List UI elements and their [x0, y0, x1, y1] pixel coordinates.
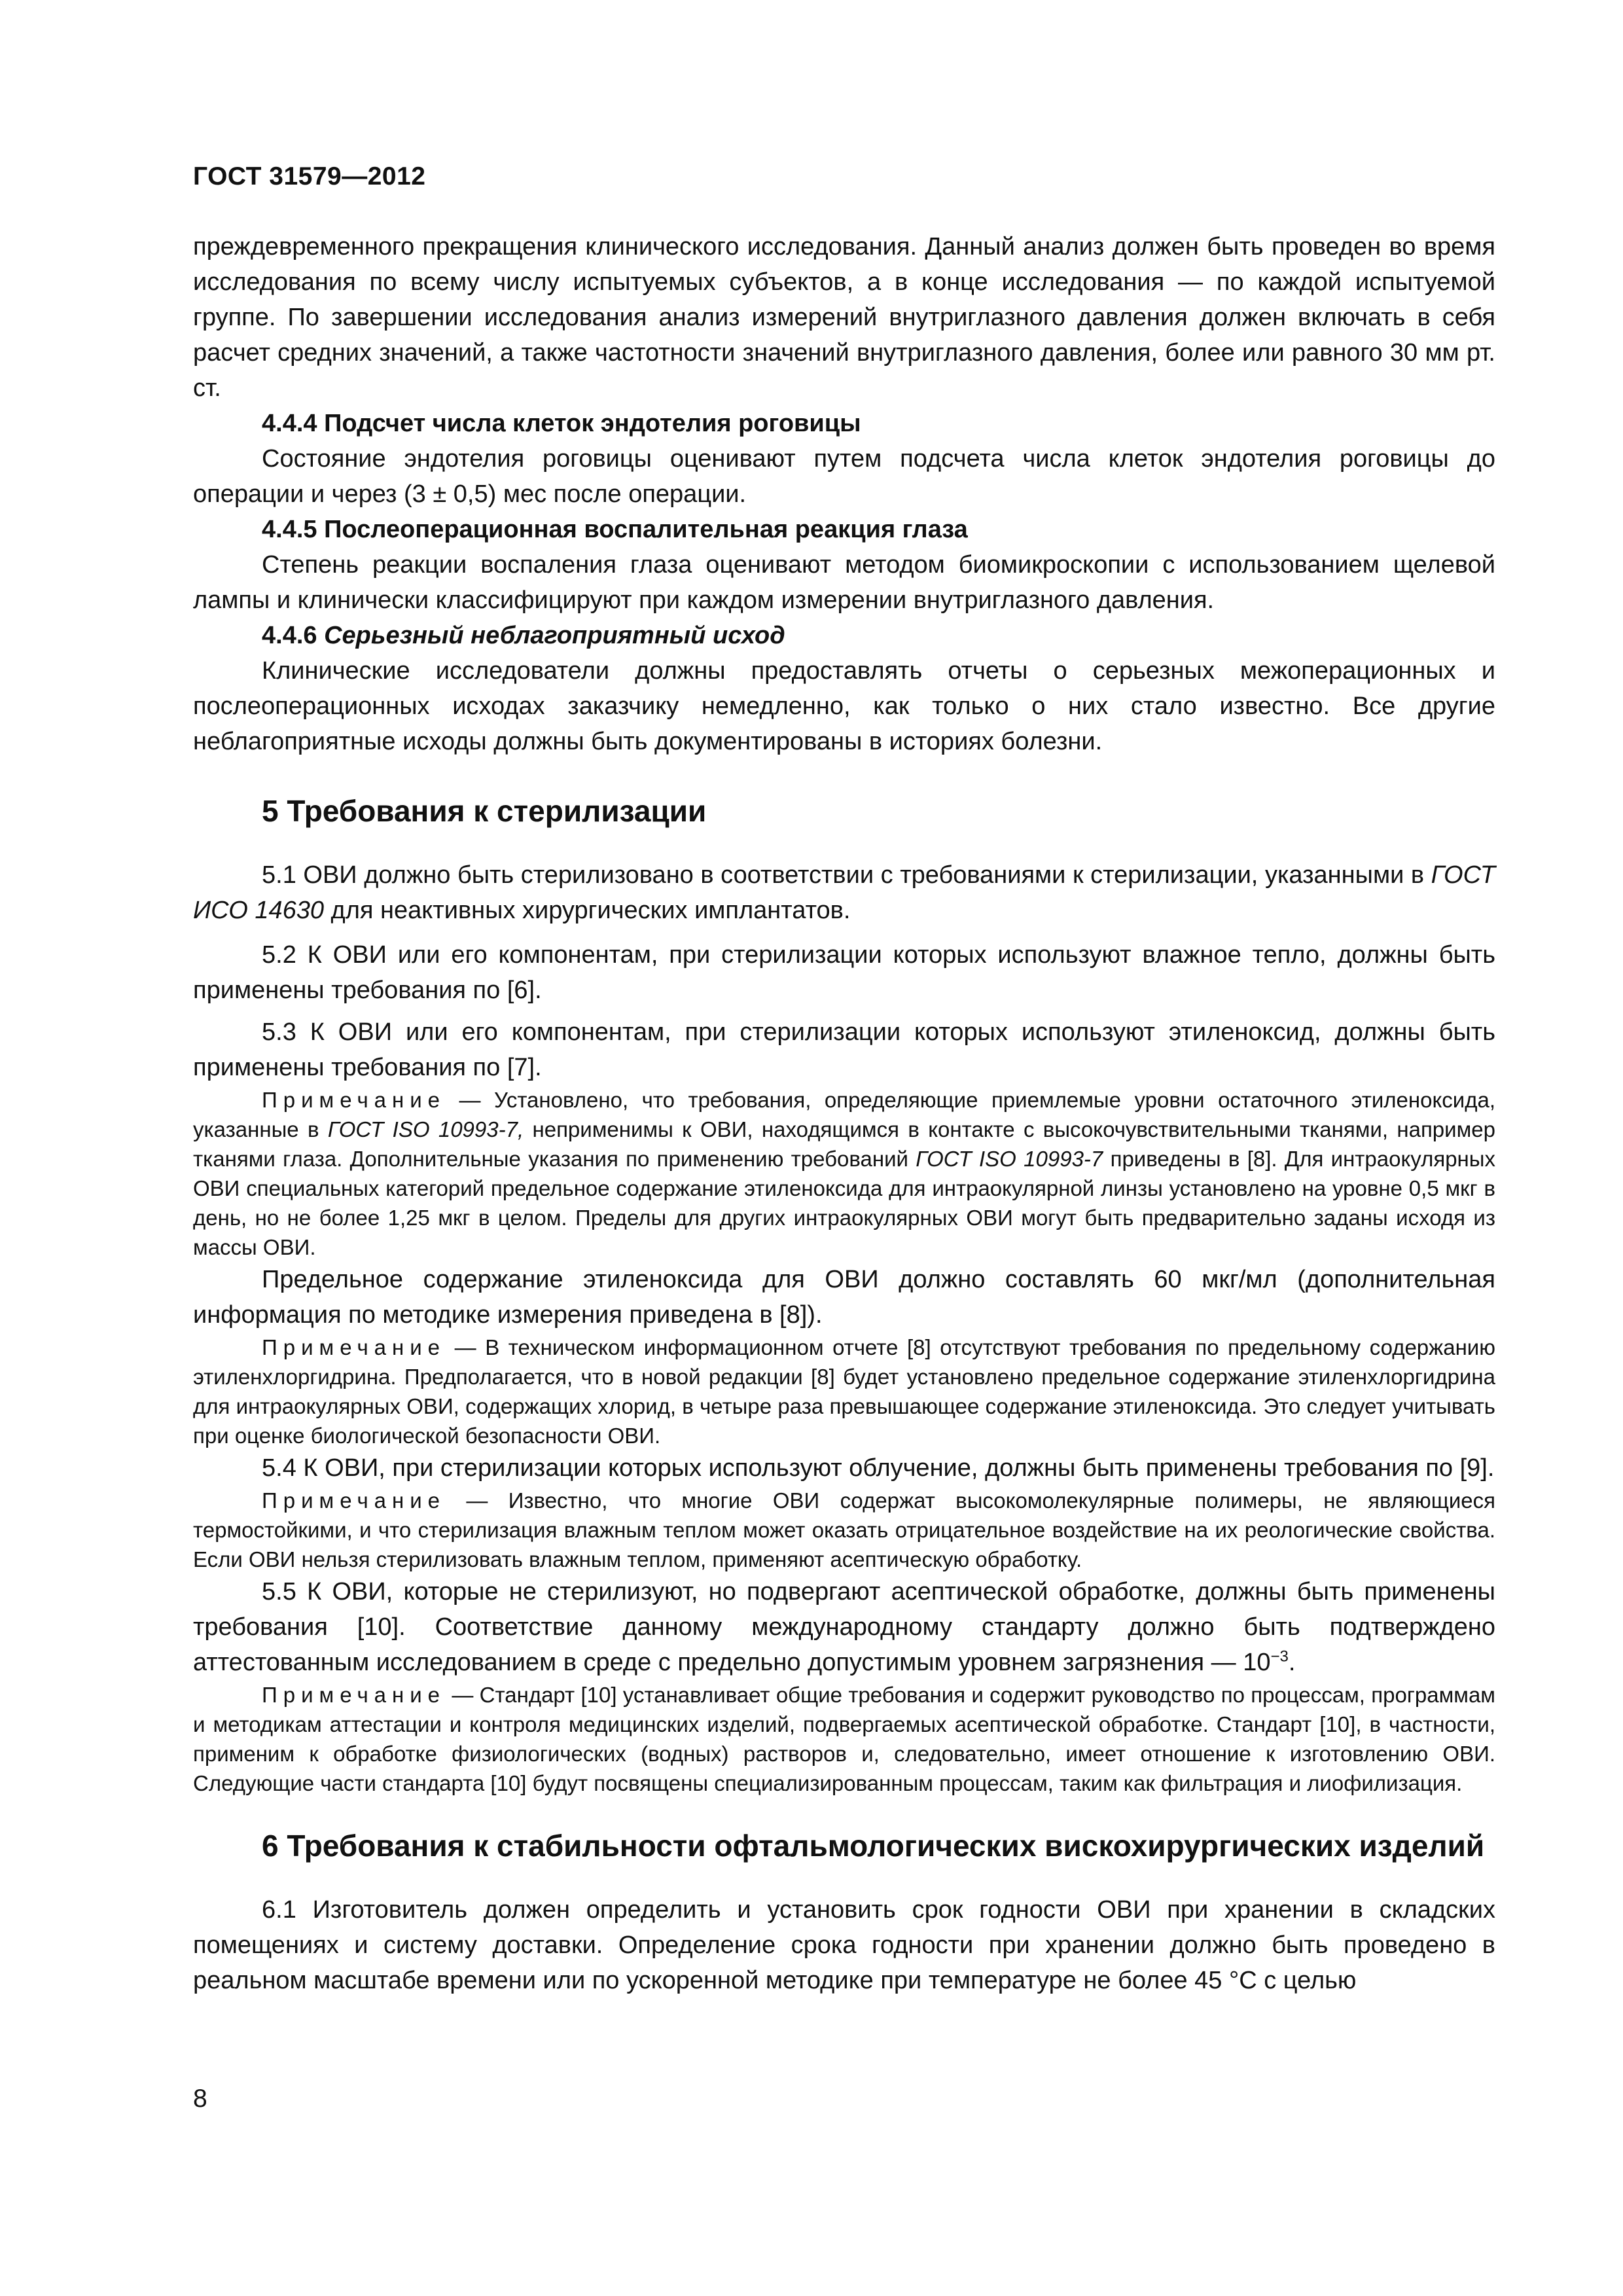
- text-run: — Известно, что многие ОВИ содержат высокомолекулярные полимеры, не являющиеся термостойкими, и что стерилизация влажным теплом может оказать отрицательное воздействие на их реологические свойства. Если ОВИ нельзя стерилизовать влажным теплом, применяют асептическую обработку.: [193, 1488, 1495, 1571]
- paragraph-5-3: 5.3 К ОВИ или его компонентам, при стерилизации которых используют этиленоксид, должны быть применены требования по [7].: [193, 1018, 1495, 1081]
- subsection-title: Серьезный неблагоприятный исход: [324, 622, 785, 649]
- note-4: [193, 1680, 1495, 1798]
- paragraph-6-1: 6.1 Изготовитель должен определить и установить срок годности ОВИ при хранении в складских помещениях и систему доставки. Определение срока годности при хранении должно быть проведено в реальном масштабе времени или по ускоренной методике при температуре не более 45 °С с целью: [193, 1896, 1495, 1994]
- subsection-4-4-6-heading: [193, 618, 1495, 653]
- note-label: Примечание: [262, 1683, 446, 1707]
- note-label: Примечание: [262, 1088, 446, 1112]
- subsection-number: 4.4.5: [262, 516, 317, 543]
- paragraph-5-4: 5.4 К ОВИ, при стерилизации которых используют облучение, должны быть применены требования по [9].: [262, 1454, 1495, 1482]
- section-6-heading: 6 Требования к стабильности офтальмологических вискохирургических изделий: [262, 1829, 1485, 1863]
- text-run: 5.1 ОВИ должно быть стерилизовано в соответствии с требованиями к стерилизации, указанными в: [262, 861, 1431, 889]
- standard-reference: ГОСТ ISO 10993-7: [916, 1147, 1103, 1171]
- note-label: Примечание: [262, 1488, 446, 1513]
- page-number: 8: [193, 2085, 207, 2113]
- exponent: −3: [1270, 1647, 1289, 1666]
- standard-reference: ГОСТ ISO 10993-7,: [327, 1117, 524, 1141]
- text-run: — Установлено, что требования, определяющие приемлемые уровни остаточного этиленоксида, указанные в: [193, 1088, 1495, 1141]
- subsection-4-4-5-heading: [193, 512, 1495, 547]
- document-body: [193, 229, 1495, 1998]
- text-run: 5.5 К ОВИ, которые не стерилизуют, но подвергают асептической обработке, должны быть применены требования [10]. Соответствие данному международному стандарту должно быть подтверждено аттестованным исследованием в среде с предельно допустимым уровнем загрязнения — 10: [193, 1578, 1495, 1676]
- subsection-title: Подсчет числа клеток эндотелия роговицы: [324, 410, 861, 437]
- paragraph-5-1: [193, 857, 1495, 928]
- note-3: [193, 1486, 1495, 1574]
- subsection-number: 4.4.6: [262, 622, 317, 649]
- subsection-4-4-4-text: Состояние эндотелия роговицы оценивают путем подсчета числа клеток эндотелия роговицы до операции и через (3 ± 0,5) мес после операции.: [193, 445, 1495, 508]
- note-2: [193, 1333, 1495, 1450]
- text-run: .: [1288, 1649, 1296, 1676]
- text-run: неприменимы к ОВИ, находящимся в контакте с высокочувствительными тканями, например тканями глаза. Дополнительные указания по применению требований: [193, 1117, 1495, 1171]
- text-run: — В техническом информационном отчете [8] отсутствуют требования по предельному содержанию этиленхлоргидрина. Предполагается, что в новой редакции [8] будет установлено предельное содержание этиленхлоргидрина для интраокулярных ОВИ, содержащих хлорид, в четыре раза превышающее содержание этиленоксида. Это следует учитывать при оценке биологической безопасности ОВИ.: [193, 1335, 1495, 1448]
- paragraph-5-5: [193, 1574, 1495, 1680]
- standard-reference: ГОСТ ИСО 14630: [193, 861, 1495, 924]
- text-run: — Стандарт [10] устанавливает общие требования и содержит руководство по процессам, программам и методикам аттестации и контроля медицинских изделий, подвергаемых асептической обработке. Стандарт [10], в частности, применим к обработке физиологических (водных) растворов и, следовательно, имеет отношение к изготовлению ОВИ. Следующие части стандарта [10] будут посвящены специализированным процессам, таким как фильтрация и лиофилизация.: [193, 1683, 1495, 1795]
- subsection-title: Послеоперационная воспалительная реакция глаза: [324, 516, 968, 543]
- subsection-4-4-4-heading: [193, 406, 1495, 441]
- note-1: [193, 1085, 1495, 1262]
- paragraph-5-2: 5.2 К ОВИ или его компонентам, при стерилизации которых используют влажное тепло, должны быть применены требования по [6].: [193, 941, 1495, 1004]
- paragraph-intro: преждевременного прекращения клинического исследования. Данный анализ должен быть проведен во время исследования по всему числу испытуемых субъектов, а в конце исследования — по каждой испытуемой группе. По завершении исследования анализ измерений внутриглазного давления должен включать в себя расчет средних значений, а также частотности значений внутриглазного давления, более или равного 30 мм рт. ст.: [193, 233, 1495, 402]
- text-run: для неактивных хирургических имплантатов.: [323, 897, 851, 924]
- subsection-4-4-5-text: Степень реакции воспаления глаза оценивают методом биомикроскопии с использованием щелевой лампы и клинически классифицируют при каждом измерении внутриглазного давления.: [193, 551, 1495, 614]
- subsection-number: 4.4.4: [262, 410, 317, 437]
- section-5-heading: 5 Требования к стерилизации: [262, 794, 707, 828]
- standard-header: ГОСТ 31579—2012: [193, 162, 426, 190]
- note-label: Примечание: [262, 1335, 446, 1359]
- paragraph-limit: Предельное содержание этиленоксида для ОВИ должно составлять 60 мкг/мл (дополнительная информация по методике измерения приведена в [8]).: [193, 1266, 1495, 1329]
- subsection-4-4-6-text: Клинические исследователи должны предоставлять отчеты о серьезных межоперационных и послеоперационных исходах заказчику немедленно, как только о них стало известно. Все другие неблагоприятные исходы должны быть документированы в историях болезни.: [193, 657, 1495, 755]
- text-run: приведены в [8]. Для интраокулярных ОВИ специальных категорий предельное содержание этиленоксида для интраокулярной линзы установлено на уровне 0,5 мкг в день, но не более 1,25 мкг в целом. Пределы для других интраокулярных ОВИ могут быть предварительно заданы исходя из массы ОВИ.: [193, 1147, 1495, 1259]
